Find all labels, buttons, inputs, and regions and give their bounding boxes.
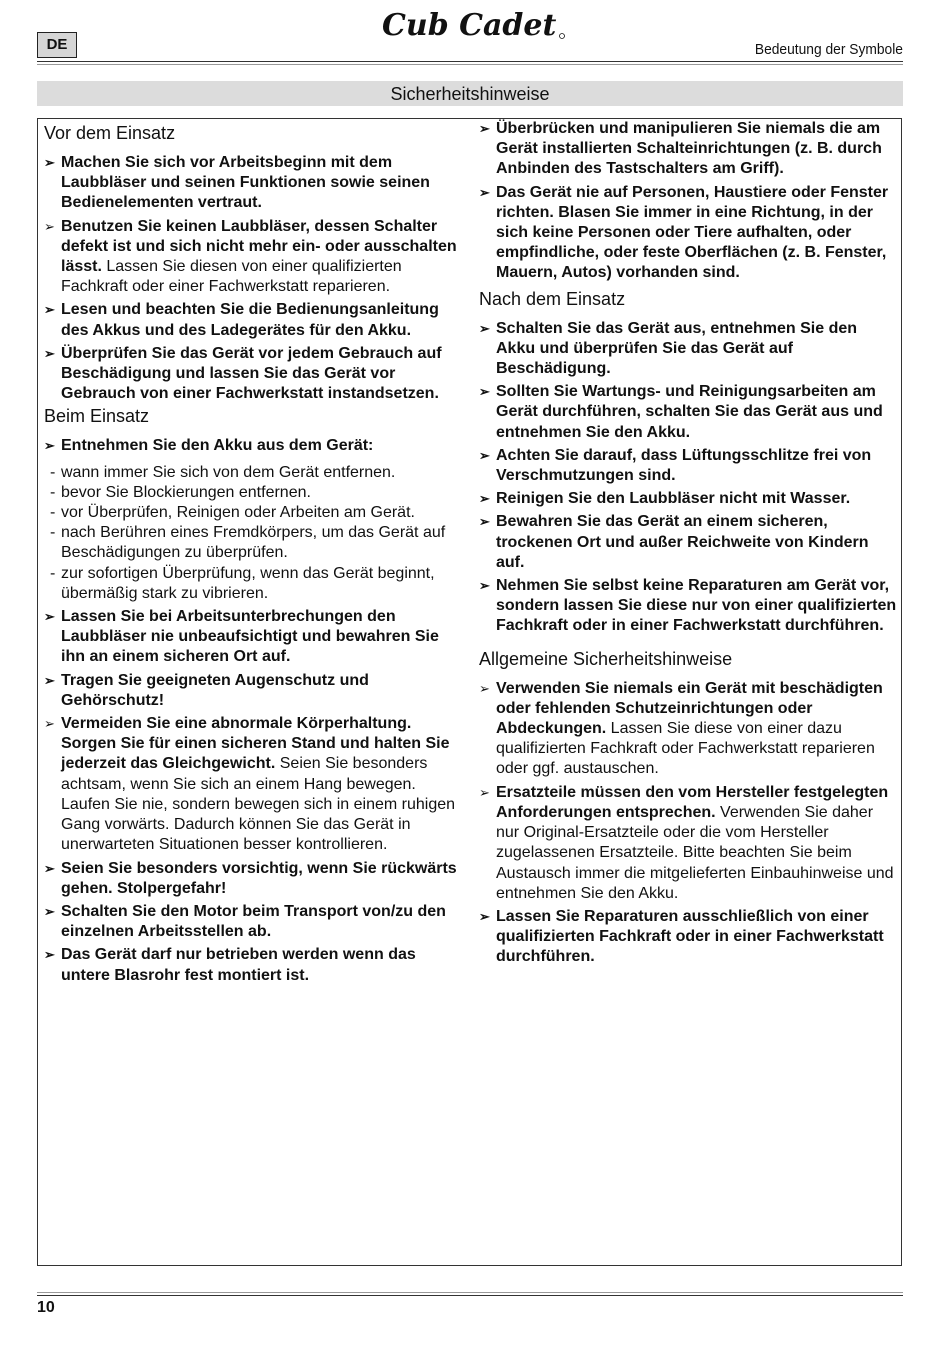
- cub-cadet-logo: [380, 4, 580, 44]
- list-item: ➢ Machen Sie sich vor Arbeitsbeginn mit dem Laubbläser und seinen Funktionen sowie seinen Bedienelementen vertraut.: [44, 153, 464, 214]
- header-rule: [37, 61, 903, 62]
- list-item: ➢ Überbrücken und manipulieren Sie niemals die am Gerät installierten Schalteinrichtungen (z. B. durch Anbinden des Tastschalters am Griff).: [479, 119, 899, 180]
- heading-beim-einsatz: Beim Einsatz: [44, 406, 150, 427]
- page-number: 10: [37, 1299, 55, 1316]
- right-column: [479, 119, 899, 968]
- list-item: ➢ Reinigen Sie den Laubbläser nicht mit Wasser.: [479, 489, 899, 509]
- list-item: [479, 679, 899, 780]
- heading-allgemeine-sicherheitshinweise: Allgemeine Sicherheitshinweise: [479, 648, 733, 669]
- list-item-bold: Ersatzteile müssen den vom Hersteller festgelegten Anforderungen entsprechen.: [496, 783, 889, 821]
- dash-item: - bevor Sie Blockierungen entfernen.: [44, 483, 464, 503]
- svg-text:Cub Cadet: Cub Cadet: [382, 8, 557, 43]
- list-item: ➢ Sollten Sie Wartungs- und Reinigungsarbeiten am Gerät durchführen, schalten Sie das Gerät aus und entnehmen Sie den Akku.: [479, 382, 899, 443]
- list-item: ➢ Das Gerät nie auf Personen, Haustiere oder Fenster richten. Blasen Sie immer in eine Richtung, in der sich keine Personen oder Tiere aufhalten, oder empfindliche, oder feste Oberflächen (z. B. Fenster, Mauern, Autos) vorhanden sind.: [479, 183, 899, 284]
- list-item: ➢ Entnehmen Sie den Akku aus dem Gerät:: [44, 436, 464, 456]
- list-item-text: Verwenden Sie daher nur Original-Ersatzteile oder die vom Hersteller zugelassenen Ersatzteile. Bitte beachten Sie beim Austausch immer die mitgelieferten Einbauhinweise und entnehmen Sie den Akku.: [496, 803, 894, 902]
- heading-nach-dem-einsatz: Nach dem Einsatz: [479, 288, 626, 309]
- list-item: ➢ Schalten Sie das Gerät aus, entnehmen Sie den Akku und überprüfen Sie das Gerät auf Beschädigung.: [479, 319, 899, 380]
- dash-item: - wann immer Sie sich von dem Gerät entfernen.: [44, 463, 464, 483]
- list-item-text: Seien Sie besonders achtsam, wenn Sie sich an einem Hang bewegen. Laufen Sie nie, sondern bewegen sich in einem ruhigen Gang vorwärts. Dadurch können Sie das Gerät in unerwarteten Situationen besser kontrollieren.: [61, 755, 456, 854]
- page-title: Sicherheitshinweise: [37, 81, 903, 106]
- list-item: ➢ Seien Sie besonders vorsichtig, wenn Sie rückwärts gehen. Stolpergefahr!: [44, 859, 464, 899]
- list-item: ➢ Nehmen Sie selbst keine Reparaturen am Gerät vor, sondern lassen Sie diese nur von einer qualifizierten Fachkraft oder in einer Fachwerkstatt durchführen.: [479, 576, 899, 637]
- list-item-bold: Vermeiden Sie eine abnormale Körperhaltung. Sorgen Sie für einen sicheren Stand und halten Sie jederzeit das Gleichgewicht.: [61, 715, 450, 773]
- list-item: ➢ Lassen Sie bei Arbeitsunterbrechungen den Laubbläser nie unbeaufsichtigt und bewahren Sie ihn an einem sicheren Ort auf.: [44, 607, 464, 668]
- left-column: [44, 119, 464, 986]
- list-item-text: Lassen Sie diese von einer dazu qualifizierten Fachkraft oder Fachwerkstatt reparieren oder ggf. austauschen.: [496, 720, 875, 778]
- list-item: [44, 714, 464, 855]
- list-item: ➢ Lesen und beachten Sie die Bedienungsanleitung des Akkus und des Ladegerätes für den Akku.: [44, 300, 464, 340]
- dash-item: - vor Überprüfen, Reinigen oder Arbeiten am Gerät.: [44, 503, 464, 523]
- list-item: ➢ Lassen Sie Reparaturen ausschließlich von einer qualifizierten Fachkraft oder in einer Fachwerkstatt durchführen.: [479, 907, 899, 968]
- footer-rule-thin: [37, 1292, 903, 1293]
- list-item: ➢ Schalten Sie den Motor beim Transport von/zu den einzelnen Arbeitsstellen ab.: [44, 902, 464, 942]
- language-badge: DE: [37, 32, 77, 58]
- heading-vor-dem-einsatz: Vor dem Einsatz: [44, 123, 176, 143]
- dash-item: - zur sofortigen Überprüfung, wenn das Gerät beginnt, übermäßig stark zu vibrieren.: [44, 564, 464, 604]
- list-item: ➢ Das Gerät darf nur betrieben werden wenn das untere Blasrohr fest montiert ist.: [44, 945, 464, 985]
- header-rule-thin: [37, 64, 903, 65]
- list-item: [44, 217, 464, 298]
- content-box: [37, 118, 902, 1266]
- dash-item: - nach Berühren eines Fremdkörpers, um das Gerät auf Beschädigungen zu überprüfen.: [44, 523, 464, 563]
- list-item: [479, 783, 899, 904]
- list-item-text: Lassen Sie diesen von einer qualifizierten Fachkraft oder einer Fachwerkstatt reparieren.: [61, 258, 402, 296]
- list-item-bold: Benutzen Sie keinen Laubbläser, dessen Schalter defekt ist und sich nicht mehr ein- oder ausschalten lässt.: [61, 217, 457, 276]
- list-item: ➢ Überprüfen Sie das Gerät vor jedem Gebrauch auf Beschädigung und lassen Sie das Gerät vor Gebrauch von einer Fachwerkstatt instandsetzen.: [44, 344, 464, 405]
- section-label: Bedeutung der Symbole: [754, 41, 903, 58]
- list-item: ➢ Bewahren Sie das Gerät an einem sicheren, trockenen Ort und außer Reichweite von Kindern auf.: [479, 512, 899, 573]
- footer-rule: [37, 1295, 903, 1296]
- list-item: ➢ Achten Sie darauf, dass Lüftungsschlitze frei von Verschmutzungen sind.: [479, 446, 899, 486]
- list-item: ➢ Tragen Sie geeigneten Augenschutz und Gehörschutz!: [44, 671, 464, 711]
- list-item-bold: Verwenden Sie niemals ein Gerät mit beschädigten oder fehlenden Schutzeinrichtungen oder Abdeckungen.: [496, 679, 883, 738]
